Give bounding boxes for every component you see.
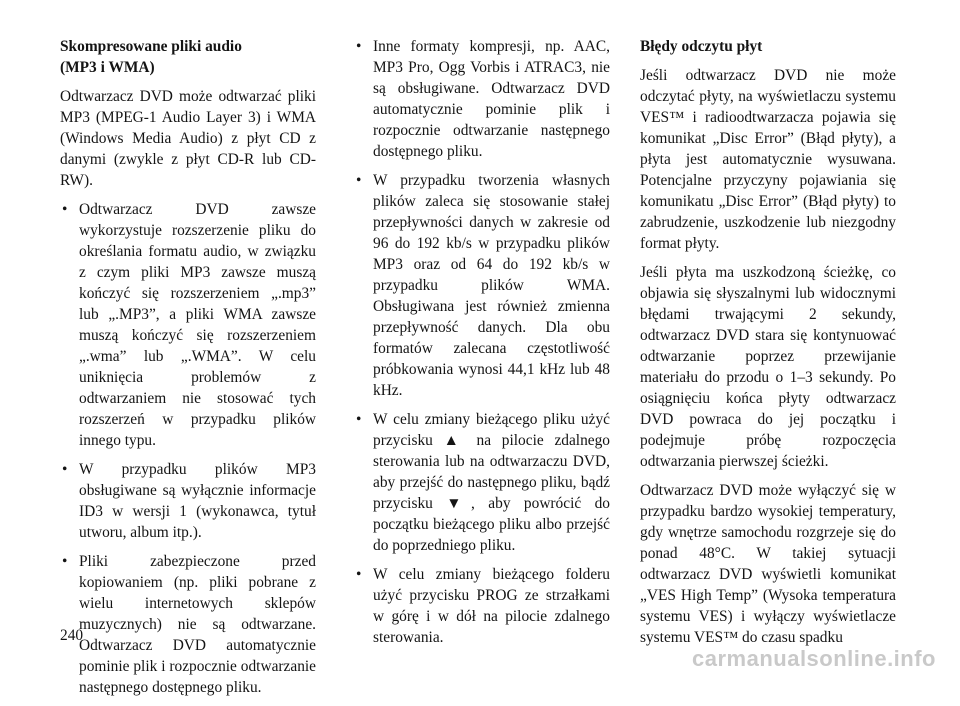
list-item: • Pliki zabezpieczone przed kopiowaniem (np. pliki pobrane z wielu internetowych sklepów muzycznych) nie są odtwarzane. Odtwarzacz DVD automatycznie pominie plik i rozpocznie odtwarzanie następnego dostępnego pliku. [60, 551, 316, 698]
page-number: 240 [60, 627, 84, 644]
heading-line-1: Skompresowane pliki audio [60, 38, 242, 55]
list-item: • Inne formaty kompresji, np. AAC, MP3 Pro, Ogg Vorbis i ATRAC3, nie są obsługiwane. Odtwarzacz DVD automatycznie pominie plik i rozpocznie odtwarzanie następnego dostępnego pliku. [354, 36, 610, 162]
bullet-list-1 [60, 199, 316, 698]
list-item: • W przypadku tworzenia własnych plików zaleca się stosowanie stałej przepływności danych w zakresie od 96 do 192 kb/s w przypadku plików MP3 oraz od 64 do 192 kb/s w przypadku plików WMA. Obsługiwana jest również zmienna przepływność danych. Dla obu formatów zalecana częstotliwość próbkowania wynosi 44,1 kHz lub 48 kHz. [354, 170, 610, 401]
heading-line-2: (MP3 i WMA) [60, 59, 155, 76]
watermark: carmanualsonline.info [692, 646, 936, 671]
list-item: • Odtwarzacz DVD zawsze wykorzystuje rozszerzenie pliku do określania formatu audio, w związku z czym pliki MP3 zawsze muszą kończyć się rozszerzeniem „.mp3” lub „.MP3”, a pliki WMA zawsze muszą kończyć się rozszerzeniem „.wma” lub „.WMA”. W celu uniknięcia problemów z odtwarzaniem nie stosować tych rozszerzeń w przypadku plików innego typu. [60, 199, 316, 451]
section-heading-compressed-audio [60, 36, 316, 78]
paragraph: Jeśli odtwarzacz DVD nie może odczytać płyty, na wyświetlaczu systemu VES™ i radioodtwarzacza pojawia się komunikat „Disc Error” (Błąd płyty), a płyta jest automatycznie wysuwana. Potencjalne przyczyny pojawiania się komunikatu „Disc Error” (Błąd płyty) to zabrudzenie, uszkodzenie lub niezgodny format płyty. [640, 67, 896, 252]
column-1 [60, 36, 316, 706]
bullet-list-2 [354, 36, 610, 648]
column-3 [640, 36, 896, 656]
list-item: • W celu zmiany bieżącego pliku użyć przycisku ▲ na pilocie zdalnego sterowania lub na odtwarzaczu DVD, aby przejść do następnego pliku, bądź przycisku ▼, aby powrócić do początku bieżącego pliku albo przejść do poprzedniego pliku. [354, 409, 610, 556]
section-heading-disc-errors: Błędy odczytu płyt [640, 38, 763, 55]
paragraph: Odtwarzacz DVD może wyłączyć się w przypadku bardzo wysokiej temperatury, gdy wnętrze samochodu rozgrzeje się do ponad 48°C. W takiej sytuacji odtwarzacz DVD wyświetli komunikat „VES High Temp” (Wysoka temperatura systemu VES) i wyłączy wyświetlacze systemu VES™ do czasu spadku [640, 482, 896, 646]
list-item: • W przypadku plików MP3 obsługiwane są wyłącznie informacje ID3 w wersji 1 (wykonawca, tytuł utworu, album itp.). [60, 459, 316, 543]
list-item: • W celu zmiany bieżącego folderu użyć przycisku PROG ze strzałkami w górę i w dół na pilocie zdalnego sterowania. [354, 564, 610, 648]
intro-paragraph: Odtwarzacz DVD może odtwarzać pliki MP3 (MPEG-1 Audio Layer 3) i WMA (Windows Media Audio) z płyt CD z danymi (zwykle z płyt CD-R lub CD-RW). [60, 88, 316, 189]
column-2 [354, 36, 610, 656]
paragraph: Jeśli płyta ma uszkodzoną ścieżkę, co objawia się słyszalnymi lub widocznymi błędami trwającymi 2 sekundy, odtwarzacz DVD stara się kontynuować odtwarzanie poprzez przewijanie materiału do przodu o 1–3 sekundy. Po osiągnięciu końca płyty odtwarzacz DVD powraca do jej początku i podejmuje próbę rozpoczęcia odtwarzania pierwszej ścieżki. [640, 264, 896, 470]
